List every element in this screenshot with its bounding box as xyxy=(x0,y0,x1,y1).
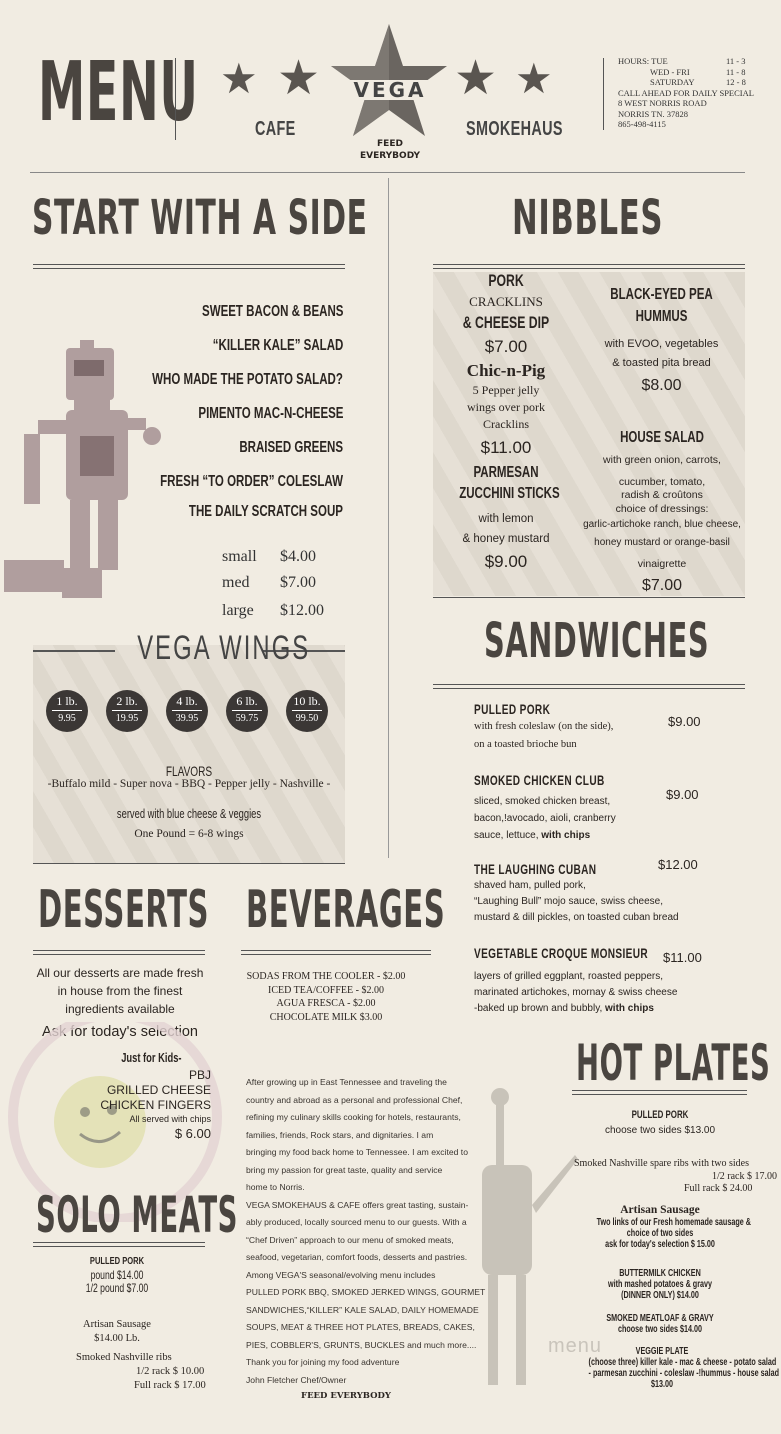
nibble-hummus xyxy=(580,284,743,400)
pork-l1: PORK xyxy=(488,271,524,290)
flavors-list: -Buffalo mild - Super nova - BBQ - Pepper jelly - Nashville - xyxy=(47,778,331,790)
sandwiches-title: SANDWICHES xyxy=(484,613,710,669)
cafe-label: CAFE xyxy=(255,118,296,140)
kids-item: GRILLED CHEESE xyxy=(106,1083,211,1097)
story-line: After growing up in East Tennessee and traveling the xyxy=(246,1077,447,1087)
story-footer: FEED EVERYBODY xyxy=(301,1391,391,1401)
sandwich-desc: sliced, smoked chicken breast, xyxy=(474,796,611,807)
chic-l1: 5 Pepper jelly xyxy=(472,383,540,397)
beverage-item: CHOCOLATE MILK $3.00 xyxy=(269,1011,383,1023)
sides-title: START WITH A SIDE xyxy=(32,190,368,246)
story-line: PULLED PORK BBQ, SMOKED JERKED WINGS, GOURMET xyxy=(246,1287,486,1297)
size-row: large xyxy=(222,602,254,619)
pork-l2: CRACKLINS xyxy=(469,294,543,309)
robot-illustration xyxy=(4,340,164,600)
sandwich-name: PULLED PORK xyxy=(474,701,551,717)
sandwich-desc: sauce, lettuce, with chips xyxy=(474,830,591,841)
house-d7: vinaigrette xyxy=(637,558,687,570)
sandwich-pulled-pork xyxy=(474,700,744,754)
hot-desc: (DINNER ONLY) $14.00 xyxy=(621,1290,699,1301)
house-d6: honey mustard or orange-basil xyxy=(594,537,730,548)
hot-desc: (choose three) killer kale - mac & cheese - potato salad xyxy=(588,1357,777,1368)
parm-price: $9.00 xyxy=(484,552,528,571)
hours-row: HOURS: TUE 11 - 3 xyxy=(618,56,746,66)
solo-price: Full rack $ 17.00 xyxy=(134,1380,206,1391)
hot-desc: ask for today's selection $ 15.00 xyxy=(605,1239,715,1250)
wing-option[interactable]: 2 lb. 19.95 xyxy=(106,690,148,732)
solo-name: PULLED PORK xyxy=(89,1255,145,1267)
hummus-l2: HUMMUS xyxy=(635,308,688,325)
beverages-list xyxy=(226,970,426,1024)
wings-served: served with blue cheese & veggies xyxy=(116,806,262,821)
sides-rule xyxy=(33,264,345,269)
story-line: bringing my food back home to Tennessee. I am excited to xyxy=(246,1147,468,1157)
beverage-item: SODAS FROM THE COOLER - $2.00 xyxy=(246,971,406,982)
star-icon: ★ xyxy=(220,54,258,103)
sandwich-desc: marinated artichokes, mornay & swiss cheese xyxy=(474,987,678,998)
hot-desc: Two links of our Fresh homemade sausage & xyxy=(596,1217,751,1228)
hot-desc: - parmesan zucchini - coleslaw -!hummus - house salad xyxy=(588,1368,780,1379)
solo-price: pound $14.00 xyxy=(90,1268,144,1282)
side-item: BRAISED GREENS xyxy=(239,439,343,456)
wing-option[interactable]: 4 lb. 39.95 xyxy=(166,690,208,732)
wings-pound: One Pound = 6-8 wings xyxy=(134,828,244,840)
hot-name: VEGGIE PLATE xyxy=(635,1346,689,1357)
sandwich-desc: -baked up brown and bubbly, with chips xyxy=(474,1003,654,1014)
header-divider xyxy=(175,58,176,140)
story-line: home to Norris. xyxy=(246,1182,305,1192)
hot-buttermilk-chicken xyxy=(572,1268,748,1301)
nibbles-rule xyxy=(433,264,745,269)
hot-name: BUTTERMILK CHICKEN xyxy=(619,1268,701,1279)
side-item: FRESH “TO ORDER” COLESLAW xyxy=(160,473,343,490)
story-line: families, friends, Rock stars, and dignitaries. I am xyxy=(246,1129,434,1140)
sandwiches-rule xyxy=(433,684,745,689)
hummus-l1: BLACK-EYED PEA xyxy=(610,286,713,303)
hours-row: WED - FRI 11 - 8 xyxy=(650,66,746,77)
smokehaus-label: SMOKEHAUS xyxy=(466,118,563,140)
story-line: ably produced, locally sourced menu to our guests. With a xyxy=(246,1217,467,1227)
sandwich-desc: layers of grilled eggplant, roasted peppers, xyxy=(474,971,664,982)
beverage-item: AGUA FRESCA - $2.00 xyxy=(276,998,376,1009)
parm-d1: with lemon xyxy=(478,513,534,525)
hummus-price: $8.00 xyxy=(641,377,682,394)
sandwich-desc: with fresh coleslaw (on the side), xyxy=(474,721,614,732)
house-price: $7.00 xyxy=(641,577,683,594)
hours-divider xyxy=(603,58,604,130)
address-line1: 8 WEST NORRIS ROAD xyxy=(618,98,707,108)
header-rule xyxy=(30,172,745,173)
hot-ribs xyxy=(574,1158,777,1196)
house-d2: cucumber, tomato, xyxy=(618,476,706,488)
kids-item: PBJ xyxy=(188,1068,211,1082)
star-icon: ★ xyxy=(515,54,553,103)
solo-sausage xyxy=(52,1318,182,1346)
sandwich-desc: bacon,!avocado, aioli, cranberry xyxy=(474,813,616,824)
chic-price: $11.00 xyxy=(480,438,532,457)
sandwich-name: VEGETABLE CROQUE MONSIEUR xyxy=(474,945,649,961)
pork-price: $7.00 xyxy=(484,337,528,356)
side-item: PIMENTO MAC-N-CHEESE xyxy=(197,405,343,422)
hot-name: PULLED PORK xyxy=(631,1109,689,1121)
hummus-d1: with EVOO, vegetables xyxy=(604,338,719,350)
beverage-item: ICED TEA/COFFEE - $2.00 xyxy=(268,984,384,996)
star-icon: ★ xyxy=(454,50,498,106)
sandwich-chicken-club xyxy=(474,771,744,844)
side-item: WHO MADE THE POTATO SALAD? xyxy=(152,371,343,388)
solo-price: 1/2 rack $ 10.00 xyxy=(136,1366,205,1377)
chic-l2: wings over pork xyxy=(467,400,545,414)
size-price: $12.00 xyxy=(280,602,324,619)
sandwich-name: SMOKED CHICKEN CLUB xyxy=(474,772,605,788)
sandwich-price: $9.00 xyxy=(668,714,701,729)
sandwich-desc: on a toasted brioche bun xyxy=(474,739,577,750)
wing-option[interactable]: 10 lb. 99.50 xyxy=(286,690,328,732)
hot-veggie-plate xyxy=(560,1346,780,1390)
sandwich-desc: mustard & dill pickles, on toasted cuban bread xyxy=(474,912,679,923)
sandwich-price: $11.00 xyxy=(663,950,702,965)
wings-bottom-rule xyxy=(33,863,345,864)
kids-price: $ 6.00 xyxy=(174,1126,211,1141)
hummus-d2: & toasted pita bread xyxy=(612,357,711,369)
solo-price: 1/2 pound $7.00 xyxy=(85,1281,149,1295)
nibbles-bottom-rule xyxy=(433,597,745,598)
story-line: seafood, vegetarian, comfort foods, desserts and pastries. xyxy=(246,1252,468,1262)
story-line: SOUPS, MEAT & THREE HOT PLATES, BREADS, CAKES, xyxy=(246,1322,475,1332)
size-row: med xyxy=(222,574,250,591)
story-line: country and abroad as a personal and professional Chef, xyxy=(246,1094,463,1105)
story-line: SANDWICHES,“KILLER” KALE SALAD, DAILY HOMEMADE xyxy=(246,1304,479,1315)
flavors-label: FLAVORS xyxy=(165,763,213,779)
sandwich-price: $9.00 xyxy=(666,787,699,802)
hot-plates-rule xyxy=(572,1090,747,1095)
story-line: VEGA SMOKEHAUS & CAFE offers great tasting, sustain- xyxy=(246,1199,469,1210)
star-icon: ★ xyxy=(277,50,321,106)
story-line: bring my passion for great taste, quality and service xyxy=(246,1164,443,1175)
desserts-ask: Ask for today's selection xyxy=(42,1024,198,1040)
hot-plates-title: HOT PLATES xyxy=(576,1034,771,1092)
nibble-pork xyxy=(441,270,571,575)
size-price: $4.00 xyxy=(280,548,316,565)
story-line: PIES, COBBLER'S, GRUNTS, BUCKLES and much more.... xyxy=(246,1339,477,1350)
nibble-house-salad xyxy=(578,427,746,597)
size-price: $7.00 xyxy=(280,574,316,591)
sandwich-desc: shaved ham, pulled pork, xyxy=(474,880,586,891)
house-d1: with green onion, carrots, xyxy=(603,454,721,466)
beverages-title: BEVERAGES xyxy=(246,880,446,940)
hot-desc: with mashed potatoes & gravy xyxy=(607,1279,713,1290)
logo-text: VEGA xyxy=(353,78,427,102)
wings-rule-left xyxy=(33,650,115,652)
sandwich-desc: “Laughing Bull” mojo sauce, swiss cheese, xyxy=(474,896,663,907)
desserts-title: DESSERTS xyxy=(38,880,210,940)
chic-title: Chic-n-Pig xyxy=(466,361,546,380)
header xyxy=(0,0,781,170)
story-line: refining my culinary skills cooking for hotels, restaurants, xyxy=(246,1112,461,1122)
solo-name: Artisan Sausage xyxy=(83,1319,151,1330)
kids-title: Just for Kids- xyxy=(121,1050,182,1065)
desserts-rule xyxy=(33,950,205,955)
hot-pulled-pork xyxy=(570,1108,750,1140)
solo-name: Smoked Nashville ribs xyxy=(76,1352,172,1363)
parm-d2: & honey mustard xyxy=(462,533,550,545)
pork-l3: & CHEESE DIP xyxy=(462,313,550,332)
house-d3: radish & croûtons xyxy=(621,489,703,501)
hot-name: Smoked Nashville spare ribs with two sides xyxy=(574,1158,749,1169)
sandwich-name: THE LAUGHING CUBAN xyxy=(474,861,597,877)
chic-l3: Cracklins xyxy=(483,417,529,431)
hours-row: SATURDAY 12 - 8 xyxy=(650,77,746,87)
house-d4: choice of dressings: xyxy=(615,503,709,515)
solo-meats-title: SOLO MEATS xyxy=(36,1186,239,1244)
hot-name: SMOKED MEATLOAF & GRAVY xyxy=(606,1313,714,1324)
side-item: SWEET BACON & BEANS xyxy=(201,303,343,320)
parm-l2: ZUCCHINI STICKS xyxy=(459,485,560,502)
story-line: “Chef Driven” approach to our menu of smoked meats, xyxy=(246,1234,454,1245)
hot-meatloaf xyxy=(572,1313,748,1335)
kids-note: All served with chips xyxy=(129,1114,211,1124)
wing-option[interactable]: 1 lb. 9.95 xyxy=(46,690,88,732)
side-item: THE DAILY SCRATCH SOUP xyxy=(188,503,343,520)
hot-price: 1/2 rack $ 17.00 xyxy=(712,1170,777,1182)
story-line: John Fletcher Chef/Owner xyxy=(246,1374,347,1385)
hot-name: Artisan Sausage xyxy=(620,1204,700,1216)
sandwich-croque-monsieur xyxy=(474,944,764,1017)
sandwich-price: $12.00 xyxy=(658,857,698,872)
menu-watermark: menu xyxy=(548,1335,603,1357)
address-line2: NORRIS TN. 37828 xyxy=(618,108,688,119)
house-d5: garlic-artichoke ranch, blue cheese, xyxy=(583,519,741,530)
tagline-everybody: EVERYBODY xyxy=(359,151,421,161)
solo-ribs xyxy=(76,1351,206,1393)
solo-price: $14.00 Lb. xyxy=(94,1333,140,1344)
hot-sausage xyxy=(572,1203,751,1251)
solo-rule xyxy=(33,1242,205,1247)
parm-l1: PARMESAN xyxy=(473,464,539,481)
desserts-intro: All our desserts are made fresh in house from the finest ingredients available xyxy=(36,966,204,1016)
story-line: Among VEGA'S seasonal/evolving menu includes xyxy=(246,1269,436,1280)
hot-desc: choose two sides $13.00 xyxy=(604,1125,716,1136)
size-row: small xyxy=(222,548,257,565)
sandwich-laughing-cuban xyxy=(474,857,764,926)
hot-desc: choice of two sides xyxy=(626,1228,694,1239)
kids-item: CHICKEN FINGERS xyxy=(100,1098,211,1112)
story-line: Thank you for joining my food adventure xyxy=(246,1357,400,1367)
hot-desc: $13.00 xyxy=(650,1379,674,1390)
kids-items xyxy=(100,1068,211,1142)
menu-title: MENU xyxy=(38,45,199,140)
side-item: “KILLER KALE” SALAD xyxy=(212,337,343,354)
story-text xyxy=(246,1074,516,1389)
hot-price: Full rack $ 24.00 xyxy=(684,1183,753,1194)
hot-desc: choose two sides $14.00 xyxy=(617,1324,703,1335)
hours-block xyxy=(618,56,778,130)
solo-pulled-pork xyxy=(52,1255,182,1295)
phone: 865-498-4115 xyxy=(618,119,666,129)
call-ahead: CALL AHEAD FOR DAILY SPECIAL xyxy=(618,87,754,98)
tagline-feed: FEED xyxy=(377,139,403,149)
house-title: HOUSE SALAD xyxy=(620,429,704,446)
nibbles-title: NIBBLES xyxy=(512,190,664,246)
column-divider xyxy=(388,178,389,858)
wings-title: VEGA WINGS xyxy=(137,629,311,667)
beverages-rule xyxy=(241,950,431,955)
wing-option[interactable]: 6 lb. 59.75 xyxy=(226,690,268,732)
